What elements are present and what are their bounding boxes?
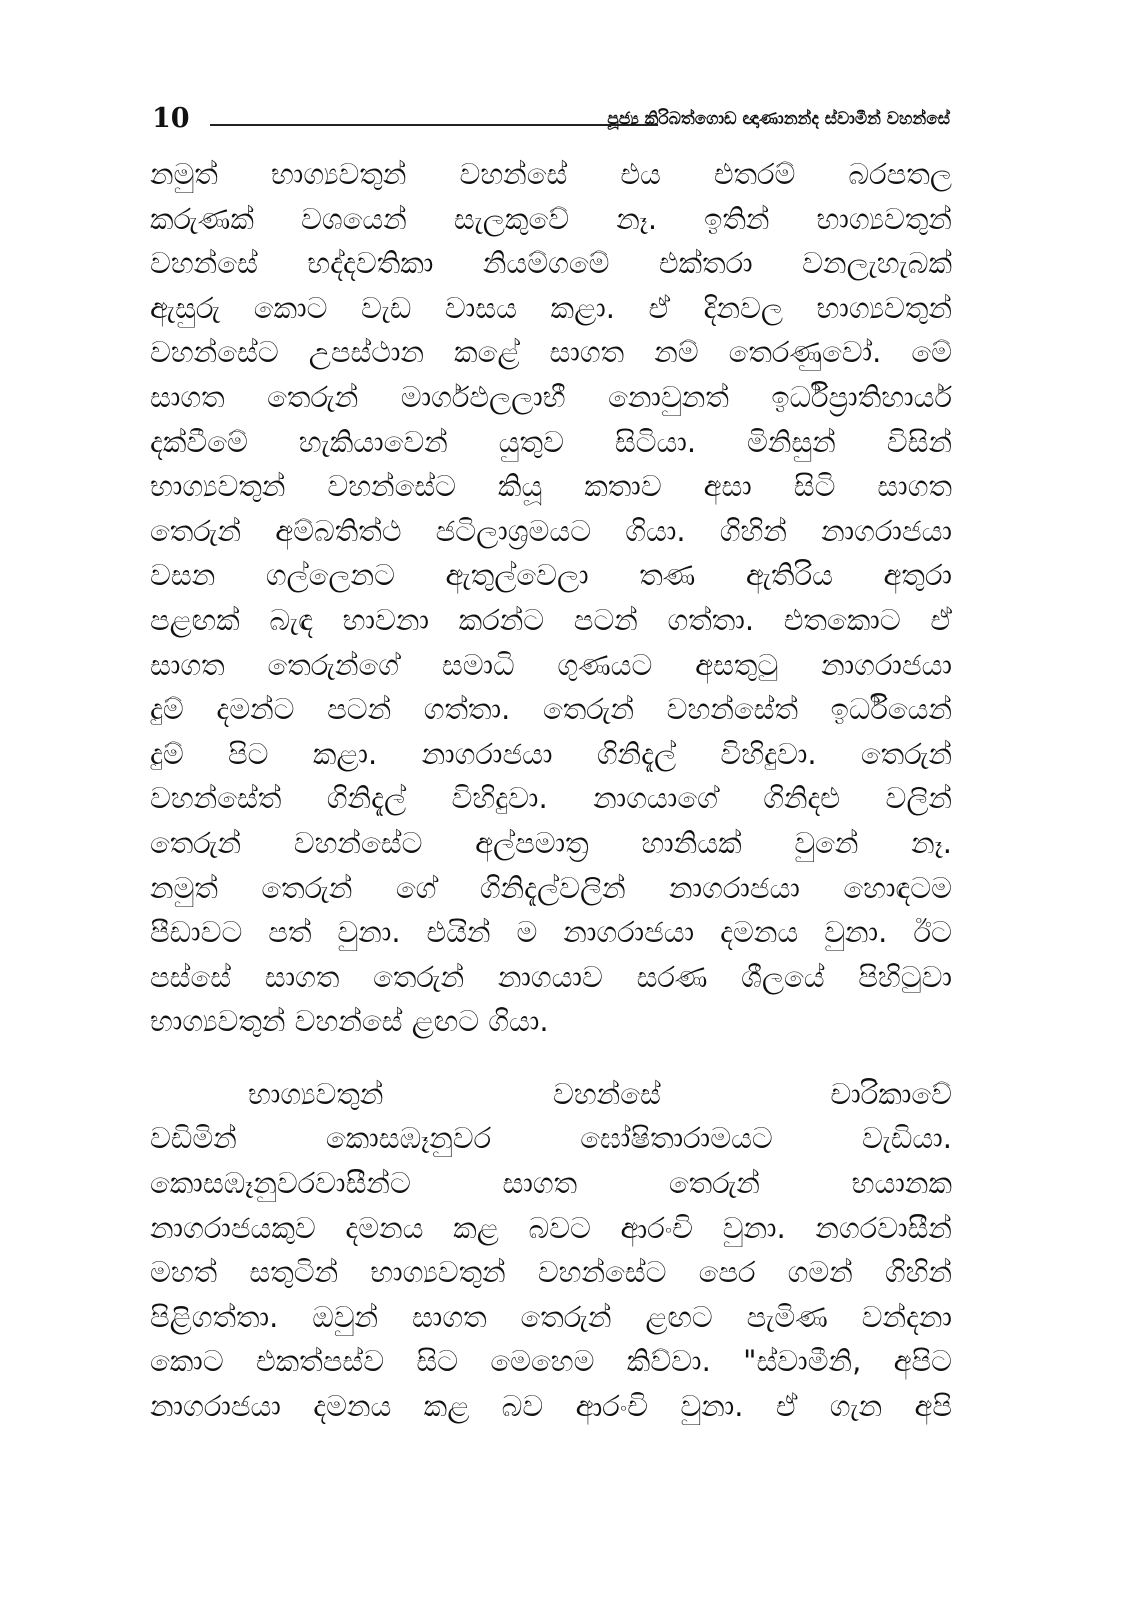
text-line: කරුණක් වශයෙන් සැලකුවේ නෑ. ඉතින් භාග්‍යවතුන්: [150, 201, 952, 236]
text-line: භාග්‍යවතුන් වහන්සේ චාරිකාවේ: [248, 1076, 952, 1111]
text-line: දුම් පිට කළා. නාගරාජයා ගිනිදැල් විහිදුවා. තෙරුන්: [150, 736, 952, 771]
header-rule: [210, 124, 658, 126]
text-line: මහත් සතුටින් භාග්‍යවතුන් වහන්සේට පෙර ගමන් ගිහින්: [150, 1255, 952, 1290]
text-line: වහන්සේ භද්දවතිකා නියම්ගමේ එක්තරා වනලැහැබක්: [150, 246, 952, 281]
text-line: දක්වීමේ හැකියාවෙන් යුතුව සිටියා. මිනිසුන් විසින්: [150, 424, 952, 459]
text-line: නාගරාජයකුව දමනය කළ බවට ආරංචි වුනා. නගරවාසීන්: [150, 1210, 952, 1245]
body-text: [150, 152, 952, 1429]
text-line: පීඩාවට පත් වුනා. එයින් ම නාගරාජයා දමනය වුනා. ඊට: [150, 915, 952, 950]
text-line: දුම් දමන්ට පටන් ගත්තා. තෙරුන් වහන්සේත් ඉර්ධියෙන්: [150, 692, 952, 727]
text-line: සාගත තෙරුන්ගේ සමාධි ගුණයට අසතුටු නාගරාජයා: [150, 647, 952, 682]
text-line: වහන්සේට උපස්ථාන කළේ සාගත නම් තෙරණුවෝ. මේ: [150, 335, 952, 370]
page-header: [152, 102, 950, 138]
text-line: නමුත් තෙරුන් ගේ ගිනිදැල්වලින් නාගරාජයා හොඳටම: [150, 870, 952, 905]
text-line: කොට එකත්පස්ව සිට මෙහෙම කිව්වා. "ස්වාමීනි, අපිට: [150, 1344, 952, 1379]
paragraph: [150, 1072, 952, 1429]
page-number: 10: [152, 103, 190, 134]
text-line: පිළිගත්තා. ඔවුන් සාගත තෙරුන් ළඟට පැමිණ වන්දනා: [150, 1299, 952, 1334]
text-line: නාගරාජයා දමනය කළ බව ආරංචි වුනා. ඒ ගැන අපි: [150, 1389, 952, 1424]
text-line: නමුත් භාග්‍යවතුන් වහන්සේ එය එතරම් බරපතල: [150, 157, 952, 191]
paragraph: [150, 152, 952, 1044]
text-line: වඩිමින් කොසඹෑනුවර ඝෝෂිතාරාමයට වැඩියා.: [150, 1121, 952, 1156]
text-line: සාගත තෙරුන් මාර්ගඵලලාභී නොවුනත් ඉර්ධිප්‍රාතිහාර්ය: [150, 379, 952, 414]
text-line: පස්සේ සාගත තෙරුන් නාගයාව සරණ ශීලයේ පිහිටුවා: [150, 959, 952, 994]
paragraph-gap: [150, 1044, 952, 1072]
text-line: කොසඹෑනුවරවාසීන්ට සාගත තෙරුන් භයානක: [150, 1166, 952, 1201]
text-line: වසන ගල්ලෙනට ඇතුල්වෙලා තණ ඇතිරිය අතුරා: [150, 558, 952, 593]
text-line: භාග්‍යවතුන් වහන්සේට කියූ කතාව අසා සිටි සාගත: [150, 469, 952, 504]
text-line: තෙරුන් අම්බතිත්ථ ජටිලාශ්‍රමයට ගියා. ගිහින් නාගරාජයා: [150, 513, 952, 548]
text-line: තෙරුන් වහන්සේට අල්පමාත්‍ර හානියක් වුනේ නෑ.: [150, 825, 952, 860]
text-line: භාග්‍යවතුන් වහන්සේ ළඟට ගියා.: [150, 1004, 549, 1039]
text-line: වහන්සේත් ගිනිදැල් විහිදුවා. නාගයාගේ ගිනිදළු වලින්: [150, 781, 952, 816]
running-head: පූජ්‍ය කිරිබත්ගොඩ ඥාණානන්ද ස්වාමීන් වහන්සේ: [607, 109, 950, 129]
text-line: ඇසුරු කොට වැඩ වාසය කළා. ඒ දිනවල භාග්‍යවතුන්: [150, 290, 952, 325]
text-line: පළඟක් බැඳ භාවනා කරන්ට පටන් ගත්තා. එතකොට ඒ: [150, 602, 952, 637]
